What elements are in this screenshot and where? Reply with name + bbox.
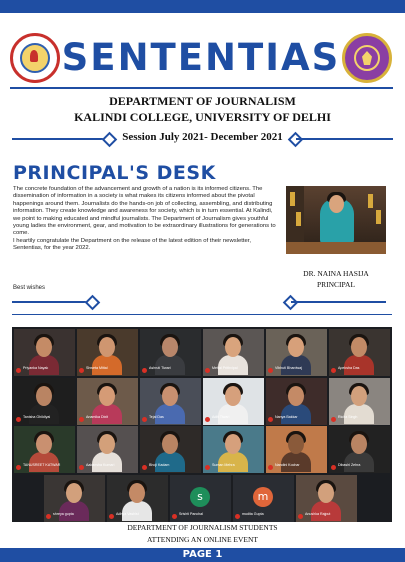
participant-tile [77, 329, 138, 376]
university-logo [342, 33, 392, 83]
session-divider-right [296, 138, 393, 140]
participant-tile [266, 378, 327, 425]
participant-tile [329, 329, 390, 376]
participant-name: TANUSREET KATWAR [23, 463, 61, 467]
muted-mic-icon [268, 465, 273, 470]
muted-mic-icon [205, 417, 210, 422]
participant-face [225, 434, 241, 454]
muted-mic-icon [268, 417, 273, 422]
participant-body [344, 452, 374, 472]
muted-mic-icon [142, 465, 147, 470]
participant-body [218, 452, 248, 472]
participant-face [225, 337, 241, 357]
principal-message [13, 186, 281, 253]
participant-tile [203, 329, 264, 376]
participant-name: Tanisha Ghildiyal [23, 414, 51, 419]
participant-face [162, 386, 178, 406]
participant-tile [44, 475, 105, 522]
participant-body [155, 452, 185, 472]
participant-face [36, 386, 52, 406]
participant-tile [296, 475, 357, 522]
participant-face [288, 386, 304, 406]
participant-tile [329, 426, 390, 473]
participant-name: Tejal Das [149, 414, 164, 419]
participant-tile [233, 475, 294, 522]
meeting-caption: ATTENDING AN ONLINE EVENT [146, 535, 259, 544]
participant-body [155, 355, 185, 375]
muted-mic-icon [16, 417, 21, 422]
participant-name: Vibhuti Bhardwaj [275, 366, 302, 370]
participant-body [281, 452, 311, 472]
participant-name: shreya gupta [53, 511, 74, 516]
muted-mic-icon [109, 514, 114, 519]
participant-body [29, 452, 59, 472]
muted-mic-icon [79, 465, 84, 470]
muted-mic-icon [331, 368, 336, 373]
participant-tile [14, 329, 75, 376]
participant-tile [140, 378, 201, 425]
message-paragraph: I heartily congratulate the Department on the release of the latest edition of their newsletter, Sententias, for the year 2022. [13, 237, 252, 252]
muted-mic-icon [172, 514, 177, 519]
participant-face [288, 337, 304, 357]
divider-diamond [85, 295, 101, 311]
closing-text: Best wishes [13, 285, 46, 291]
section-heading: PRINCIPAL'S DESK [13, 162, 216, 184]
college-name: KALINDI COLLEGE, UNIVERSITY OF DELHI [74, 110, 331, 124]
participant-body [122, 501, 152, 521]
muted-mic-icon [331, 417, 336, 422]
participant-name: Aditi Tiwari [212, 414, 230, 419]
participant-tile [107, 475, 168, 522]
principal-name: DR. NAINA HASIJA [303, 269, 369, 278]
principal-photo [286, 186, 386, 254]
muted-mic-icon [331, 465, 336, 470]
participant-face [36, 434, 52, 454]
muted-mic-icon [142, 368, 147, 373]
participant-tile [77, 426, 138, 473]
participant-body [281, 404, 311, 424]
participant-body [92, 404, 122, 424]
participant-name: Mehal Prithvipal [212, 366, 238, 370]
muted-mic-icon [79, 368, 84, 373]
participant-tile [203, 378, 264, 425]
participant-body [344, 404, 374, 424]
participant-name: mudita Gupta [242, 511, 264, 516]
participant-tile [266, 329, 327, 376]
muted-mic-icon [205, 368, 210, 373]
participant-face [99, 386, 115, 406]
muted-mic-icon [298, 514, 303, 519]
participant-tile [77, 378, 138, 425]
participant-tile [266, 426, 327, 473]
meeting-caption: DEPARTMENT OF JOURNALISM STUDENTS [127, 523, 278, 532]
participant-face [288, 434, 304, 454]
participant-body [218, 404, 248, 424]
section-divider [291, 301, 386, 303]
participant-tile [170, 475, 231, 522]
participant-face [162, 434, 178, 454]
participant-tile [140, 426, 201, 473]
muted-mic-icon [268, 368, 273, 373]
muted-mic-icon [16, 368, 21, 373]
participant-body [155, 404, 185, 424]
participant-face [66, 483, 82, 503]
participant-name: Richa Singh [338, 414, 358, 419]
participant-name: Anushka Rajput [305, 511, 331, 516]
participant-body [29, 404, 59, 424]
section-divider [12, 301, 90, 303]
online-meeting-screenshot [12, 327, 392, 522]
participant-name: Nandini Kochar [275, 463, 300, 467]
participant-avatar: s [190, 487, 210, 507]
participant-tile [203, 426, 264, 473]
newsletter-title: SENTENTIAS [61, 36, 341, 79]
muted-mic-icon [46, 514, 51, 519]
participant-face [99, 434, 115, 454]
participant-body [281, 355, 311, 375]
participant-name: Shweta Mittal [86, 366, 108, 370]
participant-face [162, 337, 178, 357]
participant-name: Apeksha Das [338, 366, 360, 370]
page-number: PAGE 1 [0, 548, 405, 562]
participant-avatar: m [253, 487, 273, 507]
participant-name: Ashruti Tiwari [149, 366, 171, 370]
participant-name: Anamika Dixit [86, 414, 108, 419]
participant-tile [329, 378, 390, 425]
college-logo [10, 33, 60, 83]
participant-face [318, 483, 334, 503]
department-name: DEPARTMENT OF JOURNALISM [109, 94, 296, 108]
participant-body [29, 355, 59, 375]
participant-name: Srishti Panchal [179, 511, 203, 516]
participant-face [351, 434, 367, 454]
participant-face [99, 337, 115, 357]
participant-name: Adhya Vashist [116, 511, 139, 516]
participant-face [36, 337, 52, 357]
participant-body [311, 501, 341, 521]
section-divider [12, 314, 392, 315]
participant-tile [14, 378, 75, 425]
participant-face [351, 337, 367, 357]
participant-name: Dibashi Zehra [338, 463, 361, 467]
message-paragraph: The concrete foundation of the advancement and growth of a nation is its informed citizens. The dissemination of information in a society is what makes its citizens informed about the pivotal happenings around them. Journalists do the hands-on job of collecting, assembling, and distributing information. They create knowledge and awareness for society, which is in turn essential. At Kalindi, we point to making educated and mindful journalists. The Department of Journalism gives youthful young ladies the environment, gear, and motivation to be extraordinary illustrations for generations to come. [13, 186, 276, 237]
participant-name: Nanya Bakkar [275, 414, 298, 419]
participant-body [92, 452, 122, 472]
participant-name: Suman Mehra [212, 463, 235, 467]
session-dates: Session July 2021- December 2021 [122, 131, 283, 143]
participant-tile [14, 426, 75, 473]
muted-mic-icon [142, 417, 147, 422]
participant-face [225, 386, 241, 406]
participant-body [218, 355, 248, 375]
muted-mic-icon [235, 514, 240, 519]
muted-mic-icon [16, 465, 21, 470]
participant-body [344, 355, 374, 375]
top-bar [0, 0, 405, 13]
muted-mic-icon [205, 465, 210, 470]
participant-name: Priyanka Nayak [23, 366, 49, 370]
participant-body [59, 501, 89, 521]
participant-body [92, 355, 122, 375]
participant-tile [140, 329, 201, 376]
header-divider [10, 87, 393, 89]
principal-designation: PRINCIPAL [316, 280, 356, 289]
participant-face [129, 483, 145, 503]
participant-name: Aakansha Kumari [86, 463, 115, 467]
participant-face [351, 386, 367, 406]
muted-mic-icon [79, 417, 84, 422]
participant-name: Bhoji Kadam [149, 463, 170, 467]
